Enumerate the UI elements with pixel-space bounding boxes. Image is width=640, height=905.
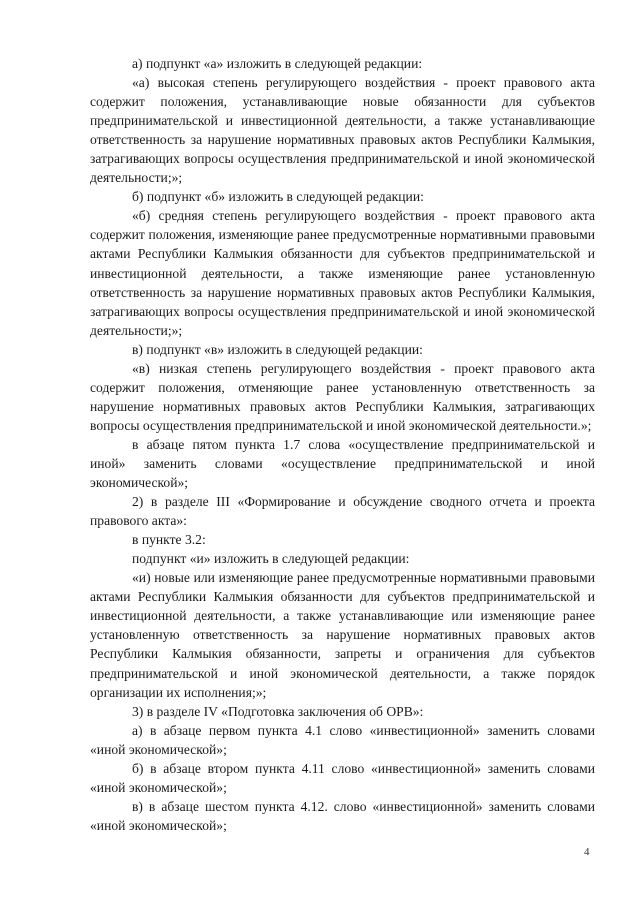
paragraph-point-4-11: б) в абзаце втором пункта 4.11 слово «инвестиционной» заменить словами «иной экономической»; — [90, 760, 595, 795]
paragraph-medium-impact: «б) средняя степень регулирующего воздействия - проект правового акта содержит положения, изменяющие ранее предусмотренные нормативными правовыми актами Республики Калмыкия обязанности для субъектов предпринимательской и инвестиционной деятельности, а также изменяющие ранее установленную ответственность за нарушение нормативных правовых актов Республики Калмыкия, затрагивающих вопросы осуществления предпринимательской и иной экономической деятельности;»; — [90, 208, 595, 338]
paragraph-point-1-7: в абзаце пятом пункта 1.7 слова «осуществление предпринимательской и иной» заменить словами «осуществление предпринимательской и иной экономической»; — [90, 436, 595, 491]
paragraph-section-3: 2) в разделе III «Формирование и обсуждение сводного отчета и проекта правового акта»: — [90, 494, 595, 529]
paragraph-point-4-12: в) в абзаце шестом пункта 4.12. слово «инвестиционной» заменить словами «иной экономической»; — [90, 798, 595, 833]
paragraph-point-3-2: в пункте 3.2: — [132, 532, 206, 548]
page-number: 4 — [584, 846, 590, 858]
paragraph-point-4-1: а) в абзаце первом пункта 4.1 слово «инвестиционной» заменить словами «иной экономической»; — [90, 722, 595, 757]
paragraph-amend-subpoint-b: б) подпункт «б» изложить в следующей редакции: — [132, 189, 424, 205]
paragraph-low-impact: «в) низкая степень регулирующего воздействия - проект правового акта содержит положения, отменяющие ранее установленную ответственность за нарушение нормативных правовых актов Республики Калмыкия, затрагивающих вопросы осуществления предпринимательской и иной экономической деятельности.»; — [90, 360, 595, 433]
paragraph-section-4: 3) в разделе IV «Подготовка заключения об ОРВ»: — [132, 703, 424, 719]
paragraph-amend-subpoint-a: а) подпункт «а» изложить в следующей редакции: — [132, 56, 423, 71]
paragraph-subpoint-i-text: «и) новые или изменяющие ранее предусмотренные нормативными правовыми актами Республики Калмыкия обязанности для субъектов предпринимательской и инвестиционной деятельности, а также устанавливающие или изменяющие ранее установленную ответственность за нарушение нормативных правовых актов Республики Калмыкия обязанности, запреты и ограничения для субъектов предпринимательской и иной экономической деятельности, а также порядок организации их исполнения;»; — [90, 570, 595, 700]
document-body — [90, 54, 595, 835]
paragraph-amend-subpoint-v: в) подпункт «в» изложить в следующей редакции: — [132, 341, 423, 357]
paragraph-high-impact: «а) высокая степень регулирующего воздействия - проект правового акта содержит положения, устанавливающие новые обязанности для субъектов предпринимательской и инвестиционной деятельности, а также устанавливающие ответственность за нарушение нормативных правовых актов Республики Калмыкия, затрагивающих вопросы осуществления предпринимательской и иной экономической деятельности;»; — [90, 75, 595, 186]
paragraph-amend-subpoint-i: подпункт «и» изложить в следующей редакции: — [132, 551, 410, 567]
